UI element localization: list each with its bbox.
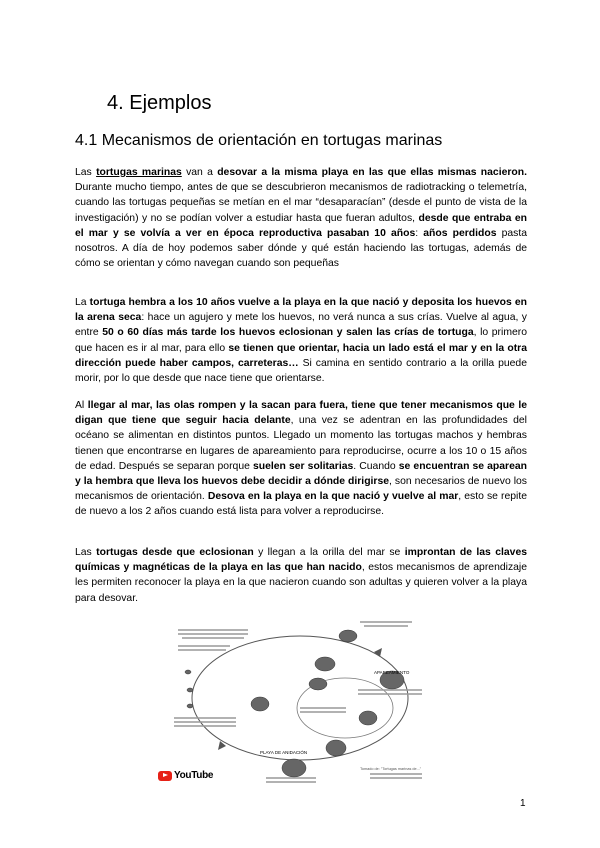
text-span: Las	[75, 167, 97, 178]
bold-text: desovar a la misma playa en las que ellas mismas nacieron.	[217, 167, 527, 178]
hatchling-icon	[187, 704, 193, 708]
bold-text: se encuentran se aparean y la hembra que lleva los huevos debe decidir a dónde dirigirse	[75, 460, 527, 488]
page-number: 1	[520, 798, 526, 809]
text-span: van a	[181, 167, 218, 178]
text-span: , una vez se adentran en las profundidades del océano se alimentan en distintos puntos. Llegado un momento las tortugas machos y hembras tienen que encontrarse en lugares de apareamiento para reproducirse, ocurre a los 10 o 15 años de edad. Después se separan porque	[75, 415, 527, 472]
bold-text: años perdidos	[423, 227, 497, 239]
paragraph-2	[75, 295, 527, 386]
text-span: , son necesarios de nuevo los mecanismos de orientación.	[75, 476, 527, 503]
bold-text: desde que entraba en el mar y se volvía a ver en época reproductiva pasaban 10 años	[75, 212, 527, 239]
youtube-watermark	[158, 770, 213, 781]
youtube-label: YouTube	[174, 770, 214, 781]
bold-text: improntan de las claves químicas y magnéticas de la playa en las que han nacido	[75, 547, 528, 574]
label-source: Tomado de: "Tortugas marinas de..."	[360, 767, 422, 771]
paragraph-1	[75, 165, 527, 271]
turtle-icon	[339, 630, 357, 642]
hatchling-icon	[187, 688, 193, 692]
text-span: Las	[75, 547, 97, 558]
text-span: Al	[75, 400, 88, 411]
subsection-title: 4.1 Mecanismos de orientación en tortugas marinas	[75, 132, 443, 149]
bold-underlined-text: tortugas marinas	[96, 167, 182, 178]
section-title: 4. Ejemplos	[107, 92, 212, 114]
youtube-icon	[158, 771, 172, 781]
text-span: , lo primero que hacen es ir al mar, para ello	[75, 327, 527, 354]
bold-text: 50 o 60 días más tarde los huevos eclosionan y salen las crías de tortuga	[102, 327, 474, 339]
paragraph-4	[75, 545, 527, 606]
bold-text: llegar al mar, las olas rompen y la sacan para fuera, tiene que tener mecanismos que le digan que tiene que seguir hacia delante	[75, 400, 527, 427]
text-span: :	[415, 227, 424, 239]
paragraph-3	[75, 398, 527, 520]
text-span: , esto se repite de nuevo a los 2 años cuando está lista para volver a reproducirse.	[75, 491, 527, 518]
turtle-icon	[359, 711, 377, 725]
text-span: Si camina en sentido contrario a la orilla puede morir, por lo que desde que nace tiene que orientarse.	[75, 357, 527, 385]
turtle-icon	[309, 678, 327, 690]
text-span: . Cuando	[353, 460, 399, 472]
bold-text: tortugas desde que eclosionan	[96, 547, 254, 558]
text-span: pasta nosotros. A día de hoy podemos saber dónde y qué están haciendo las tortugas, además de cómo se orientan y cómo navegan cuando son pequeñas	[75, 227, 527, 270]
turtle-icon	[326, 740, 346, 756]
turtle-icon	[282, 759, 306, 777]
hatchling-icon	[185, 670, 191, 674]
bold-text: tortuga hembra a los 10 años vuelve a la playa en la que nació y deposita los huevos en la arena seca	[75, 297, 527, 324]
turtle-icon	[251, 697, 269, 711]
turtle-life-cycle-figure	[160, 608, 440, 790]
turtle-icon	[315, 657, 335, 671]
text-span: Durante mucho tiempo, antes de que se descubrieron mecanismos de radiotracking o telemetría, cuando las tortugas pequeñas se metían en el mar “desaparacían” (desde el punto de vista de la investigación) y no se podían volver a estudiar hasta que fueran adultos,	[75, 182, 527, 224]
bold-text: suelen ser solitarias	[252, 460, 354, 472]
text-span: y llegan a la orilla del mar se	[253, 547, 405, 558]
text-span: : hace un agujero y mete los huevos, no verá nunca a sus crías. Vuelve al agua, y entre	[75, 312, 527, 339]
label-playa: PLAYA DE ANIDACIÓN	[260, 750, 308, 755]
bold-text: se tienen que orientar, hacia un lado está el mar y en la otra dirección puede haber campos, carreteras…	[75, 342, 527, 369]
label-apareamiento: APAREAMIENTO	[374, 670, 410, 675]
text-span: , estos mecanismos de aprendizaje les permiten reconocer la playa en la que nacieron cuando son adultas y quieren volver a la playa para desovar.	[75, 562, 528, 604]
bold-text: Desova en la playa en la que nació y vuelve al mar	[207, 491, 459, 503]
text-span: La	[75, 297, 90, 308]
